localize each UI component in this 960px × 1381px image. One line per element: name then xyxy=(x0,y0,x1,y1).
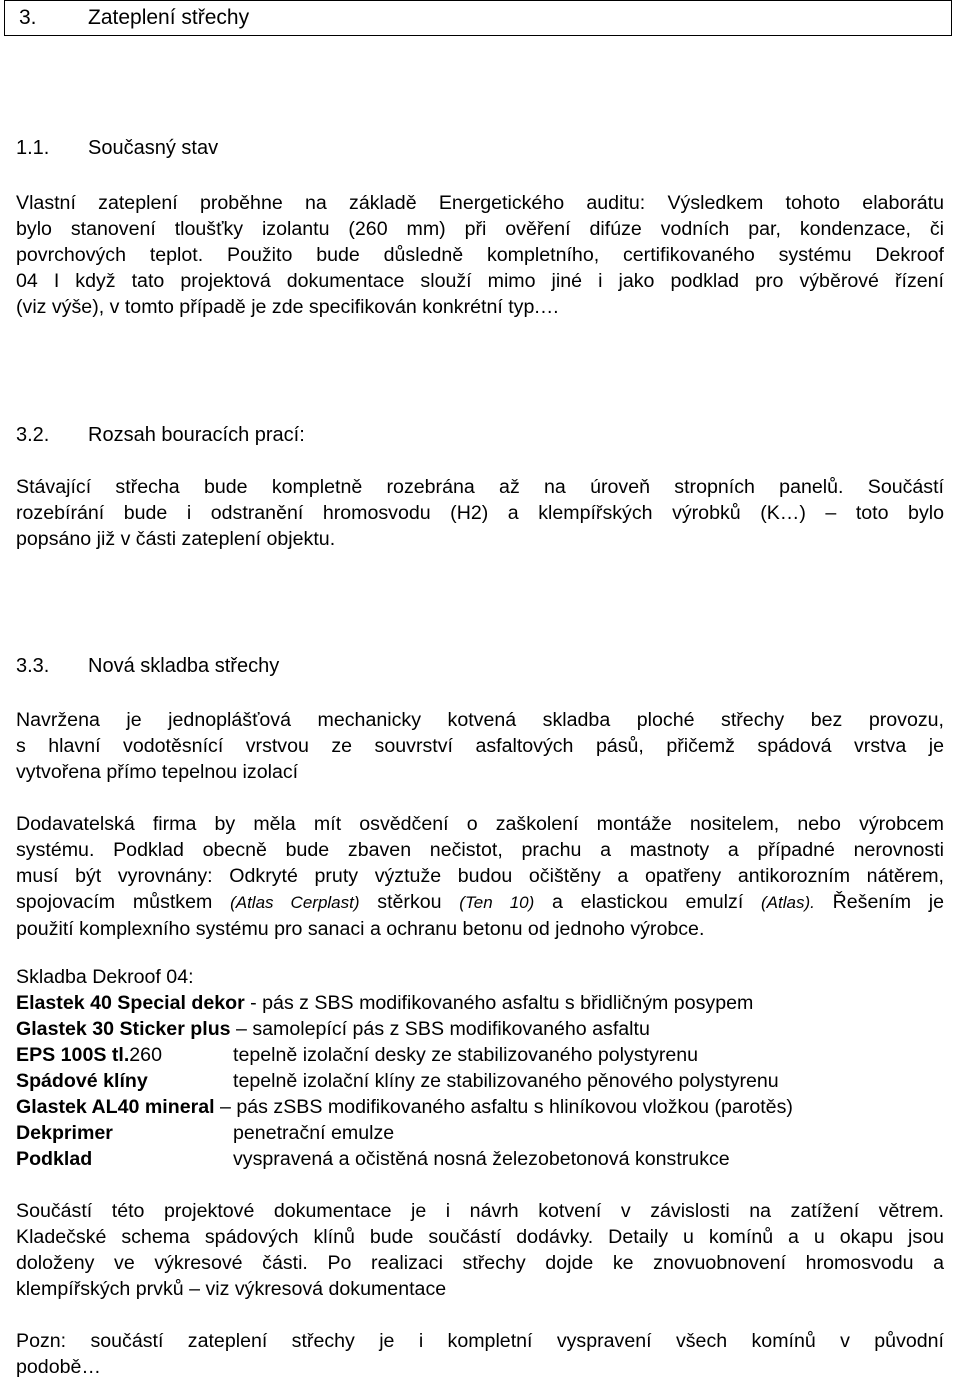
layer-row xyxy=(16,1120,944,1146)
product-name: (Ten 10) xyxy=(459,893,535,912)
anchoring-paragraph xyxy=(16,1198,944,1302)
layer-description: penetrační emulze xyxy=(233,1122,395,1144)
text-line: rozebírání bude i odstranění hromosvodu (H2) a klempířských výrobků (K…) – toto bylo xyxy=(16,502,944,524)
note-paragraph xyxy=(16,1328,944,1380)
layer-name: Glastek 30 Sticker plus xyxy=(16,1018,231,1040)
text-line: Kladečské schema spádových klínů bude součástí dodávky. Detaily u komínů a u okapu jsou xyxy=(16,1226,944,1248)
text-line: Pozn: součástí zateplení střechy je i kompletní vyspravení všech komínů v původní xyxy=(16,1330,944,1352)
layer-row xyxy=(16,1016,650,1042)
section-number: 1.1. xyxy=(16,137,50,159)
text-line: popsáno již v části zateplení objektu. xyxy=(16,528,336,550)
text-line: Dodavatelská firma by měla mít osvědčení o zaškolení montáže nositelem, nebo výrobcem xyxy=(16,813,944,835)
layer-row xyxy=(16,1146,944,1172)
text-line: doloženy ve výkresové části. Po realizaci střechy dojde ke znovuobnovení hromosvodu a xyxy=(16,1252,944,1274)
layer-description: tepelně izolační klíny ze stabilizovaného pěnového polystyrenu xyxy=(233,1070,779,1092)
layer-row xyxy=(16,1042,944,1068)
new-roof-paragraph xyxy=(16,707,944,785)
section-number: 3.3. xyxy=(16,655,50,677)
section-title: Současný stav xyxy=(88,137,219,159)
layer-description: - pás z SBS modifikovaného asfaltu s břidličným posypem xyxy=(244,992,754,1014)
layer-row xyxy=(16,1068,944,1094)
text-line-with-products xyxy=(16,889,944,916)
layer-row xyxy=(16,990,753,1016)
layer-description: tepelně izolační desky ze stabilizovaného polystyrenu xyxy=(233,1044,699,1066)
composition-title: Skladba Dekroof 04: xyxy=(16,966,194,988)
layer-name-tail: 260 xyxy=(129,1044,162,1066)
layer-name: EPS 100S tl. xyxy=(16,1044,130,1066)
chapter-title: Zateplení střechy xyxy=(88,6,250,29)
layer-name: Dekprimer xyxy=(16,1122,113,1144)
text-line: podobě… xyxy=(16,1356,101,1378)
text-line: Navržena je jednoplášťová mechanicky kotvená skladba ploché střechy bez provozu, xyxy=(16,709,944,731)
text-fragment: stěrkou xyxy=(359,891,460,913)
text-line: musí být vyrovnány: Odkryté pruty výztuže budou očištěny a opatřeny antikorozním nátěrem, xyxy=(16,865,944,887)
contractor-paragraph xyxy=(16,811,944,942)
demolition-paragraph xyxy=(16,474,944,552)
text-line: vytvořena přímo tepelnou izolací xyxy=(16,761,299,783)
text-line: povrchových teplot. Použito bude důsledně kompletního, certifikovaného systému Dekroof xyxy=(16,244,944,266)
text-line: s hlavní vodotěsnící vrstvou ze souvrství asfaltových pásů, přičemž spádová vrstva je xyxy=(16,735,944,757)
chapter-header xyxy=(4,0,952,36)
layer-name: Glastek AL40 mineral xyxy=(16,1096,215,1118)
text-fragment: a elasticko​u emulzí xyxy=(534,891,762,913)
layer-name: Spádové klíny xyxy=(16,1070,148,1092)
text-fragment: Řešením je xyxy=(814,891,945,913)
layer-name: Podklad xyxy=(16,1148,93,1170)
text-line: Stávající střecha bude kompletně rozebrána až na úroveň stropních panelů. Součástí xyxy=(16,476,944,498)
text-line: Vlastní zateplení proběhne na základě Energetického auditu: Výsledkem tohoto elaborátu xyxy=(16,192,944,214)
product-name: (Atlas). xyxy=(761,893,815,912)
layer-name: Elastek 40 Special dekor xyxy=(16,992,245,1014)
product-name: (Atlas Cerplast) xyxy=(230,893,360,912)
chapter-number: 3. xyxy=(19,6,37,29)
text-line: Součástí této projektové dokumentace je i návrh kotvení v závislosti na zatížení větrem. xyxy=(16,1200,944,1222)
layer-row xyxy=(16,1094,793,1120)
text-line: (viz výše), v tomto případě je zde specifikován konkrétní typ.… xyxy=(16,296,560,318)
section-number: 3.2. xyxy=(16,424,50,446)
section-title: Rozsah bouracích prací: xyxy=(88,424,305,446)
layer-description: vyspravená a očistěná nosná železobetonová konstrukce xyxy=(233,1148,730,1170)
text-line: použití komplexního systému pro sanaci a ochranu betonu od jednoho výrobce. xyxy=(16,918,705,940)
current-state-paragraph xyxy=(16,190,944,320)
text-fragment: spojovacím můstkem xyxy=(16,891,231,913)
text-line: 04 I když tato projektová dokumentace slouží mimo jiné i jako podklad pro výběrové řízení xyxy=(16,270,944,292)
text-line: bylo stanovení tloušťky izolantu (260 mm) při ověření difúze vodních par, kondenzace, či xyxy=(16,218,944,240)
layer-description: – samolepící pás z SBS modifikovaného asfaltu xyxy=(230,1018,650,1040)
layer-description: – pás zSBS modifikovaného asfaltu s hliníkovou vložkou (parotěs) xyxy=(214,1096,793,1118)
text-line: systému. Podklad obecně bude zbaven nečistot, prachu a mastnoty a případné nerovnosti xyxy=(16,839,944,861)
text-line: klempířských prvků – viz výkresová dokumentace xyxy=(16,1278,447,1300)
section-title: Nová skladba střechy xyxy=(88,655,280,677)
